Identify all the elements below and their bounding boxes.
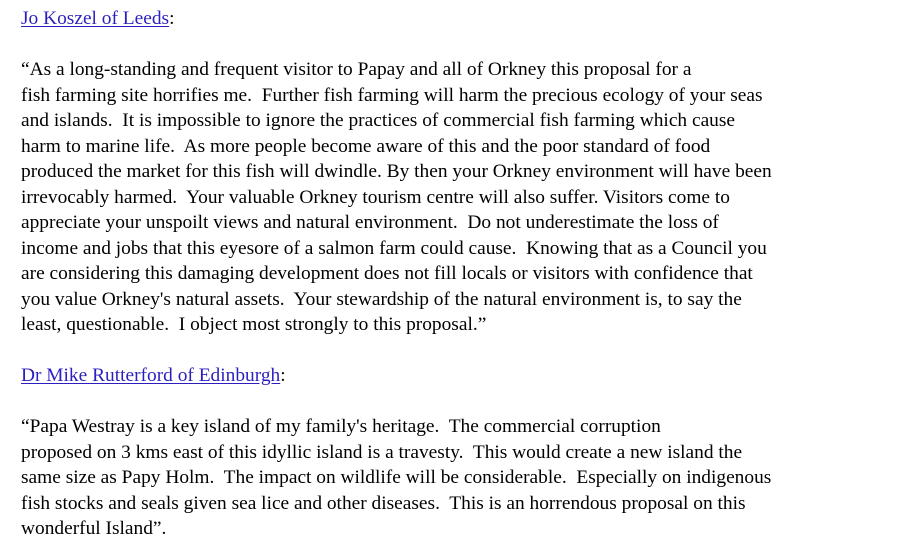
text-line: irrevocably harmed. Your valuable Orkney tourism centre will also suffer. Visitors come to — [21, 186, 730, 208]
author-colon: : — [280, 365, 286, 386]
text-line: least, questionable. I object most strongly to this proposal.” — [21, 314, 487, 335]
text-line: wonderful Island”. — [21, 518, 167, 539]
comment-paragraph — [21, 57, 901, 338]
text-line: “As a long-standing and frequent visitor to Papay and all of Orkney this proposal for a — [21, 59, 692, 80]
author-link[interactable]: Dr Mike Rutterford of Edinburgh — [21, 365, 281, 386]
paragraph-gap — [21, 389, 901, 415]
text-line: fish stocks and seals given sea lice and other diseases. This is an horrendous proposal on this — [21, 492, 746, 514]
author-link[interactable]: Jo Koszel of Leeds — [21, 8, 170, 29]
document-page — [21, 6, 901, 542]
text-line: appreciate your unspoilt views and natural environment. Do not underestimate the loss of — [21, 212, 719, 233]
text-line: fish farming site horrifies me. Further fish farming will harm the precious ecology of your seas — [21, 84, 763, 106]
text-line: income and jobs that this eyesore of a salmon farm could cause. Knowing that as a Council you — [21, 237, 767, 259]
paragraph-gap — [21, 32, 901, 58]
text-line: “Papa Westray is a key island of my family's heritage. The commercial corruption — [21, 416, 661, 437]
text-line: proposed on 3 kms east of this idyllic island is a travesty. This would create a new island the — [21, 441, 743, 463]
paragraph-gap — [21, 338, 901, 364]
text-line: are considering this damaging development does not fill locals or visitors with confidence that — [21, 263, 753, 284]
text-line: produced the market for this fish will dwindle. By then your Orkney environment will have been — [21, 161, 772, 182]
text-line: you value Orkney's natural assets. Your stewardship of the natural environment is, to say the — [21, 288, 742, 310]
comment-paragraph — [21, 414, 901, 542]
text-line: same size as Papy Holm. The impact on wildlife will be considerable. Especially on indigenous — [21, 467, 772, 488]
author-heading — [21, 363, 901, 389]
text-line: and islands. It is impossible to ignore the practices of commercial fish farming which cause — [21, 110, 736, 131]
text-line: harm to marine life. As more people become aware of this and the poor standard of food — [21, 135, 711, 157]
author-heading — [21, 6, 901, 32]
author-colon: : — [169, 8, 175, 29]
